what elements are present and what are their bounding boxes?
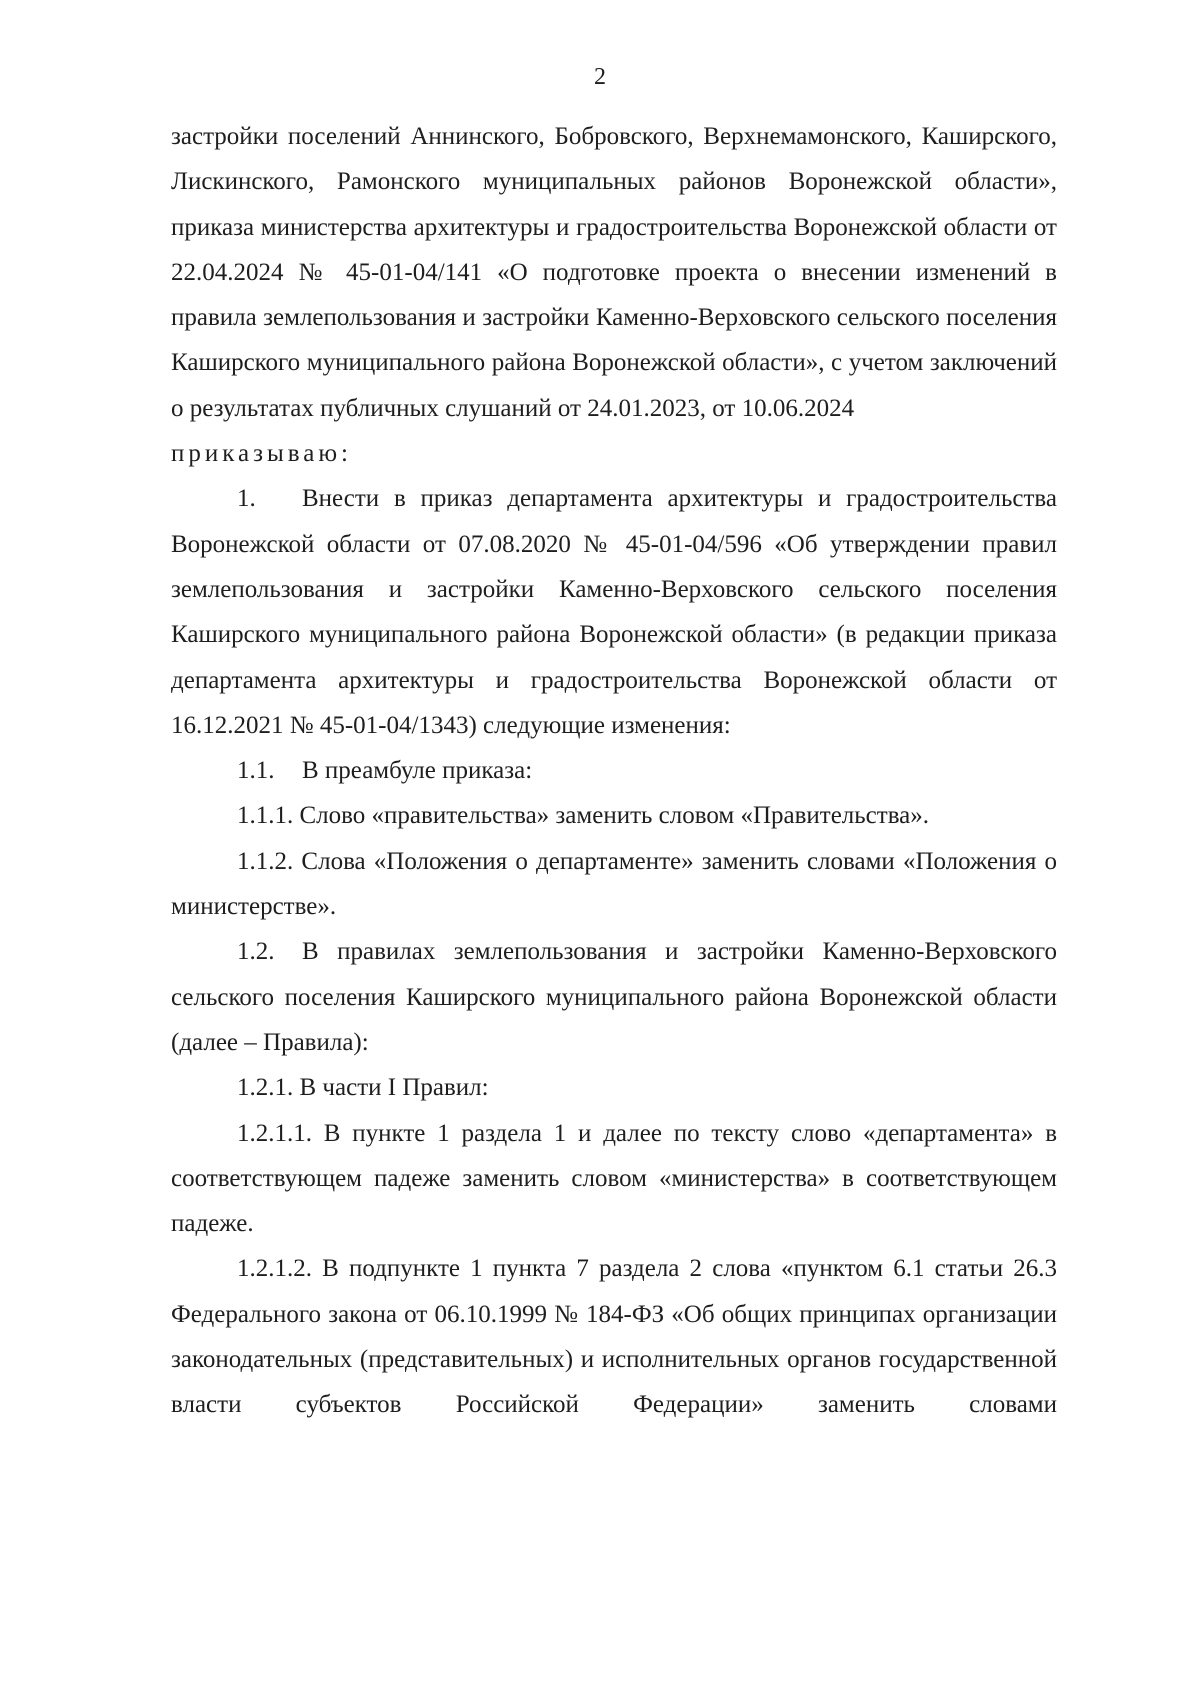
- paragraph-item-1-1-1: 1.1.1. Слово «правительства» заменить словом «Правительства».: [237, 802, 930, 830]
- item-number: 1.1.: [237, 757, 275, 785]
- paragraph-item-1-2-1-2: 1.2.1.2. В подпункте 1 пункта 7 раздела 2 слова «пунктом 6.1 статьи 26.3 Федерального закона от 06.10.1999 № 184-ФЗ «Об общих принципах организации законодательных (представительных) и исполнительных органов государственной власти субъектов Российской Федерации» заменить словами: [171, 1255, 1057, 1419]
- paragraph-item-1-2: [171, 929, 1057, 1065]
- paragraph-item-1: [171, 476, 1057, 748]
- paragraph-item-1-1: [171, 748, 1057, 793]
- item-number: 1.2.: [237, 938, 275, 966]
- document-body: [171, 114, 1057, 1428]
- paragraph-item-1-2-1-1: 1.2.1.1. В пункте 1 раздела 1 и далее по тексту слово «департамента» в соответствующем падеже заменить словом «министерства» в соответствующем падеже.: [171, 1119, 1057, 1238]
- paragraph-order-word: приказываю:: [171, 440, 352, 468]
- paragraph-item-1-1-2: 1.1.2. Слова «Положения о департаменте» заменить словами «Положения о министерстве».: [171, 847, 1057, 921]
- paragraph-item-1-2-1: 1.2.1. В части I Правил:: [237, 1074, 489, 1102]
- page-number: 2: [594, 64, 606, 90]
- item-number: 1.: [237, 485, 256, 513]
- item-text: В правилах землепользования и застройки Каменно-Верховского сельского поселения Каширского муниципального района Воронежской области (далее – Правила):: [171, 938, 1057, 1056]
- item-text: Внести в приказ департамента архитектуры и градостроительства Воронежской области от 07.08.2020 № 45-01-04/596 «Об утверждении правил землепользования и застройки Каменно-Верховского сельского поселения Каширского муниципального района Воронежской области» (в редакции приказа департамента архитектуры и градостроительства Воронежской области от 16.12.2021 № 45-01-04/1343) следующие изменения:: [171, 485, 1057, 739]
- paragraph-preamble-continuation: застройки поселений Аннинского, Бобровского, Верхнемамонского, Каширского, Лискинского, Рамонского муниципальных районов Воронежской области», приказа министерства архитектуры и градостроительства Воронежской области от 22.04.2024 № 45-01-04/141 «О подготовке проекта о внесении изменений в правила землепользования и застройки Каменно-Верховского сельского поселения Каширского муниципального района Воронежской области», с учетом заключений о результатах публичных слушаний от 24.01.2023, от 10.06.2024: [171, 123, 1057, 422]
- item-text: В преамбуле приказа:: [302, 757, 533, 785]
